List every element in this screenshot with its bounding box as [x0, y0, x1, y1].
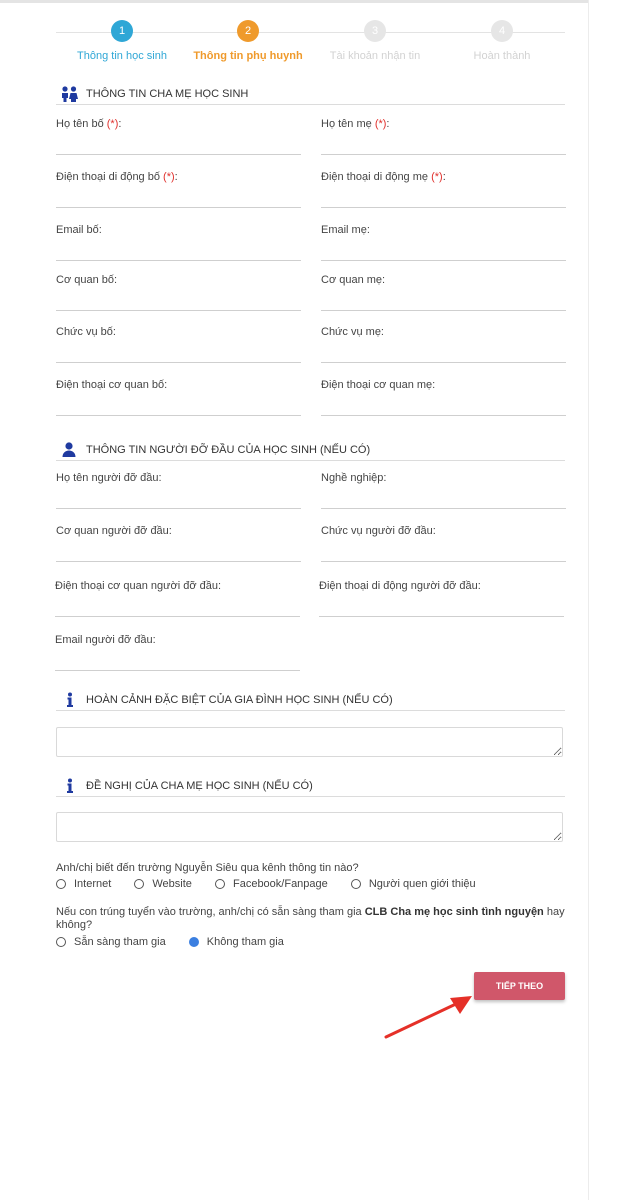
- father-office-label: Cơ quan bố:: [56, 274, 118, 286]
- guardian-name-label: Họ tên người đỡ đầu:: [56, 472, 162, 484]
- suggestion-textarea[interactable]: [56, 812, 563, 842]
- father-mobile-field[interactable]: Điện thoại di động bố (*):: [56, 171, 301, 208]
- guardian-mobile-label: Điện thoại di động người đỡ đầu:: [319, 580, 481, 592]
- club-radio-group: [56, 936, 304, 950]
- mother-office-field[interactable]: [321, 274, 566, 311]
- father-office-phone-field[interactable]: [56, 379, 301, 416]
- user-icon: [60, 442, 80, 458]
- mother-mobile-field[interactable]: Điện thoại di động mẹ (*):: [321, 171, 566, 208]
- info-icon: [60, 778, 80, 794]
- next-button[interactable]: TIẾP THEO: [474, 972, 565, 1000]
- radio-circle: [56, 879, 66, 889]
- radio-circle-selected: [189, 937, 199, 947]
- radio-circle: [351, 879, 361, 889]
- radio-circle: [215, 879, 225, 889]
- guardian-mobile-field[interactable]: [319, 580, 564, 617]
- step-4-label: Hoàn thành: [473, 50, 531, 62]
- guardian-name-field[interactable]: [56, 472, 301, 509]
- father-office-phone-label: Điện thoại cơ quan bố:: [56, 379, 168, 391]
- mother-email-field[interactable]: [321, 224, 566, 261]
- step-2[interactable]: [183, 20, 313, 62]
- club-option-decline[interactable]: [189, 936, 284, 948]
- mother-office-phone-field[interactable]: [321, 379, 566, 416]
- parents-section-header: [56, 86, 565, 105]
- guardian-position-label: Chức vụ người đỡ đầu:: [321, 525, 436, 537]
- circumstances-textarea[interactable]: [56, 727, 563, 757]
- top-divider: [0, 0, 589, 3]
- club-option-label: Không tham gia: [206, 936, 284, 948]
- father-email-label: Email bố:: [56, 224, 102, 236]
- channel-option-label: Internet: [74, 878, 112, 890]
- step-3-circle: 3: [364, 20, 386, 42]
- mother-position-label: Chức vụ mẹ:: [321, 326, 384, 338]
- parents-section-title: THÔNG TIN CHA MẸ HỌC SINH: [86, 88, 249, 100]
- father-name-field[interactable]: Họ tên bố (*):: [56, 118, 301, 155]
- step-4[interactable]: [437, 20, 567, 62]
- club-option-label: Sẵn sàng tham gia: [74, 936, 166, 948]
- red-arrow-annotation: [380, 990, 480, 1042]
- guardian-position-field[interactable]: [321, 525, 566, 562]
- club-question: [56, 906, 566, 932]
- radio-circle: [56, 937, 66, 947]
- club-question-text: Nếu con trúng tuyển vào trường, anh/chị có sẵn sàng tham gia: [56, 906, 365, 918]
- right-edge-divider: [588, 0, 589, 1200]
- step-1-circle: 1: [111, 20, 133, 42]
- step-2-label: Thông tin phụ huynh: [193, 50, 303, 62]
- channel-option-label: Facebook/Fanpage: [232, 878, 328, 890]
- mother-office-phone-label: Điện thoại cơ quan mẹ:: [321, 379, 436, 391]
- guardian-occupation-label: Nghề nghiệp:: [321, 472, 387, 484]
- guardian-occupation-field[interactable]: [321, 472, 566, 509]
- mother-position-field[interactable]: [321, 326, 566, 363]
- step-1[interactable]: [57, 20, 187, 62]
- suggestion-section-header: [56, 778, 565, 797]
- guardian-email-field[interactable]: [55, 634, 300, 671]
- club-question-end: hay không?: [56, 906, 565, 931]
- info-icon: [60, 692, 80, 708]
- father-office-field[interactable]: [56, 274, 301, 311]
- channel-option-label: Người quen giới thiệu: [368, 878, 476, 890]
- mother-name-label: Họ tên mẹ: [321, 118, 372, 130]
- step-1-label: Thông tin học sinh: [77, 50, 167, 62]
- required-mark: (*): [374, 118, 387, 130]
- father-email-field[interactable]: [56, 224, 301, 261]
- club-option-ready[interactable]: [56, 936, 166, 948]
- father-mobile-label: Điện thoại di động bố: [56, 171, 160, 183]
- father-position-label: Chức vụ bố:: [56, 326, 116, 338]
- required-mark: (*): [431, 171, 443, 183]
- mother-office-label: Cơ quan mẹ:: [321, 274, 386, 286]
- guardian-office-phone-label: Điện thoại cơ quan người đỡ đầu:: [55, 580, 221, 592]
- channel-option-website[interactable]: [134, 878, 192, 890]
- guardian-section-header: [56, 442, 565, 461]
- channel-option-internet[interactable]: [56, 878, 111, 890]
- channel-option-facebook[interactable]: [215, 878, 328, 890]
- father-name-label: Họ tên bố: [56, 118, 104, 130]
- step-3[interactable]: [310, 20, 440, 62]
- family-icon: [60, 86, 80, 102]
- radio-circle: [134, 879, 144, 889]
- mother-email-label: Email mẹ:: [321, 224, 370, 236]
- guardian-office-field[interactable]: [56, 525, 301, 562]
- guardian-email-label: Email người đỡ đầu:: [55, 634, 156, 646]
- club-name: CLB Cha mẹ học sinh tình nguyện: [364, 906, 544, 918]
- channel-option-label: Website: [152, 878, 192, 890]
- step-3-label: Tài khoản nhận tin: [329, 50, 421, 62]
- mother-mobile-label: Điện thoại di động mẹ: [321, 171, 429, 183]
- required-mark: (*): [106, 118, 119, 130]
- father-position-field[interactable]: [56, 326, 301, 363]
- channel-radio-group: [56, 878, 496, 892]
- channel-option-referral[interactable]: [351, 878, 476, 890]
- channel-question: Anh/chị biết đến trường Nguyễn Siêu qua kênh thông tin nào?: [56, 862, 359, 874]
- mother-name-field[interactable]: Họ tên mẹ (*):: [321, 118, 566, 155]
- step-2-circle: 2: [237, 20, 259, 42]
- step-4-circle: 4: [491, 20, 513, 42]
- guardian-section-title: THÔNG TIN NGƯỜI ĐỠ ĐẦU CỦA HỌC SINH (NẾU CÓ): [86, 444, 371, 456]
- circumstances-section-title: HOÀN CẢNH ĐẶC BIỆT CỦA GIA ĐÌNH HỌC SINH (NẾU CÓ): [86, 694, 393, 706]
- suggestion-section-title: ĐỀ NGHỊ CỦA CHA MẸ HỌC SINH (NẾU CÓ): [86, 780, 313, 792]
- guardian-office-label: Cơ quan người đỡ đầu:: [56, 525, 172, 537]
- required-mark: (*): [163, 171, 175, 183]
- guardian-office-phone-field[interactable]: [55, 580, 300, 617]
- circumstances-section-header: [56, 692, 565, 711]
